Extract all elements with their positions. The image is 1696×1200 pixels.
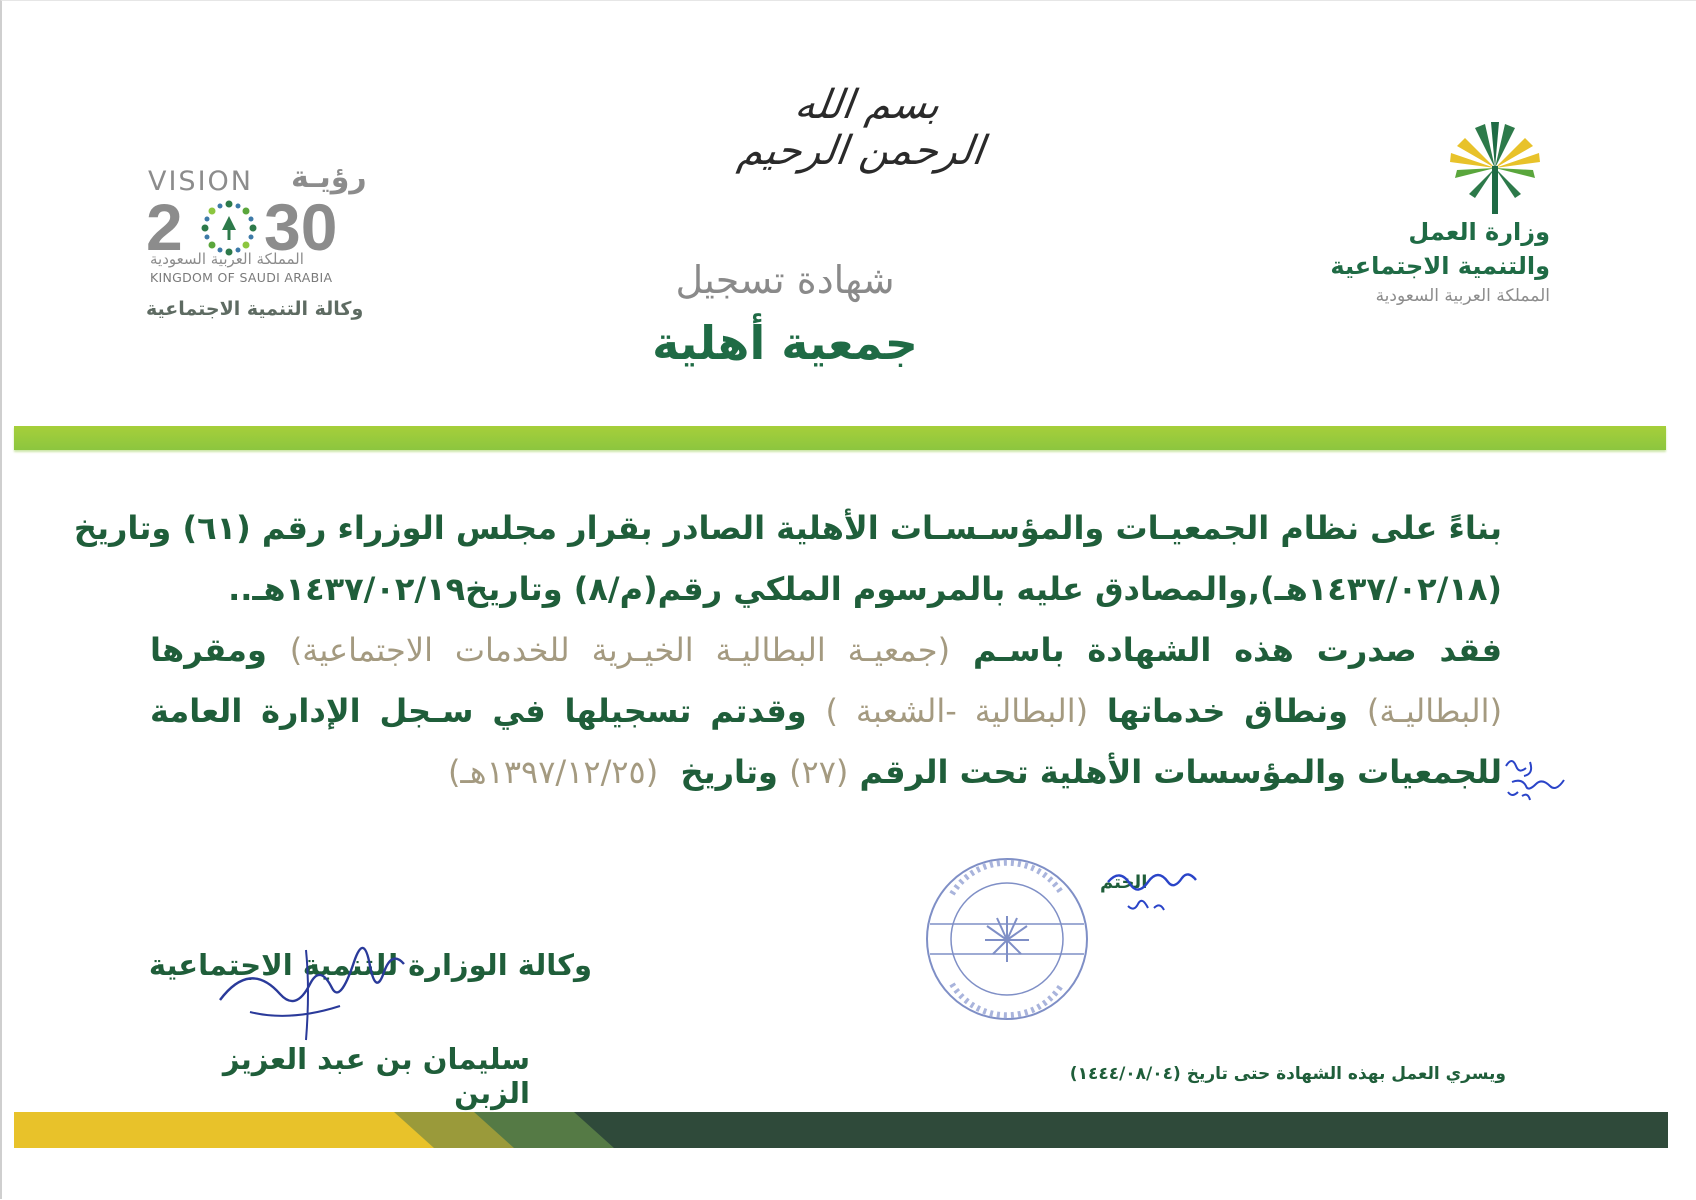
- body-line-2: (١٤٣٧/٠٢/١٨هـ),والمصادق عليه بالمرسوم الملكي رقم(م/٨) وتاريخ١٤٣٧/٠٢/١٩هـ..: [228, 570, 1502, 608]
- signer-title: وكالة الوزارة للتنمية الاجتماعية: [148, 948, 592, 982]
- certificate-body: [73, 498, 1503, 803]
- registration-number: (٢٧): [789, 753, 849, 791]
- vision-kingdom-en: KINGDOM OF SAUDI ARABIA: [150, 270, 333, 285]
- ministry-name-line1: وزارة العمل: [1408, 218, 1550, 246]
- ministry-name-line2: والتنمية الاجتماعية: [1330, 252, 1550, 280]
- service-scope: (البطالية -الشعبة ): [825, 692, 1089, 730]
- body-line-1: بناءً على نظام الجمعيـات والمؤسـسـات الأهلية الصادر بقرار مجلس الوزراء رقم (٦١) وتاريخ: [73, 509, 1502, 547]
- palm-emblem-icon: [1440, 118, 1550, 218]
- body-line-3-start: فقد صدرت هذه الشهادة باسـم: [972, 631, 1503, 669]
- vision-year-graphic: [146, 194, 396, 258]
- official-seal-stamp: [922, 854, 1092, 1024]
- green-divider-band: [14, 426, 1666, 450]
- handwritten-note-icon: [1492, 752, 1582, 812]
- seal-label: الختم: [1100, 872, 1148, 893]
- body-line-5-mid: وتاريخ: [680, 753, 778, 791]
- body-line-5: [150, 742, 1502, 803]
- body-line-3-end: ومقرها: [150, 631, 267, 669]
- vision-kingdom-ar: المملكة العربية السعودية: [150, 250, 304, 268]
- body-line-4-mid: ونطاق خدماتها: [1106, 692, 1348, 730]
- validity-statement: ويسري العمل بهذه الشهادة حتى تاريخ (١٤٤٤/٠٨/٠٤): [1069, 1064, 1506, 1084]
- signer-name: سليمان بن عبد العزيز الزبن: [222, 1042, 530, 1110]
- body-line-4: [150, 681, 1502, 742]
- seal-initials-signature-icon: [1098, 862, 1218, 932]
- certificate-subtitle: جمعية أهلية: [652, 316, 918, 370]
- vision-ar-text: رؤيـة: [291, 160, 367, 195]
- vision-2030-logo: [146, 160, 406, 330]
- social-development-agency-label: وكالة التنمية الاجتماعية: [146, 298, 364, 320]
- vision-dots-icon: [202, 201, 257, 256]
- vision-en-text: VISION: [148, 166, 253, 197]
- bottom-decorative-band: [14, 1112, 1668, 1148]
- year-left-digit: 2: [146, 194, 183, 258]
- handwritten-signature-icon: [210, 930, 440, 1050]
- association-hq: (البطاليـة): [1366, 692, 1503, 730]
- year-right-digits: 30: [264, 194, 338, 258]
- bismillah-header: بسم الله الرحمن الرحيم: [735, 82, 987, 174]
- body-line-4-end: وقدتم تسجيلها في سـجل الإدارة العامة: [150, 692, 807, 730]
- ministry-logo: [1280, 118, 1550, 318]
- registration-date: (١٣٩٧/١٢/٢٥هـ): [447, 753, 659, 791]
- certificate-title: شهادة تسجيل: [675, 258, 895, 302]
- body-line-3: [150, 620, 1502, 681]
- ministry-country: المملكة العربية السعودية: [1375, 286, 1550, 306]
- association-name: (جمعيـة البطاليـة الخيـرية للخدمات الاجتماعية): [289, 631, 951, 669]
- body-line-5-start: للجمعيات والمؤسسات الأهلية تحت الرقم: [859, 753, 1502, 791]
